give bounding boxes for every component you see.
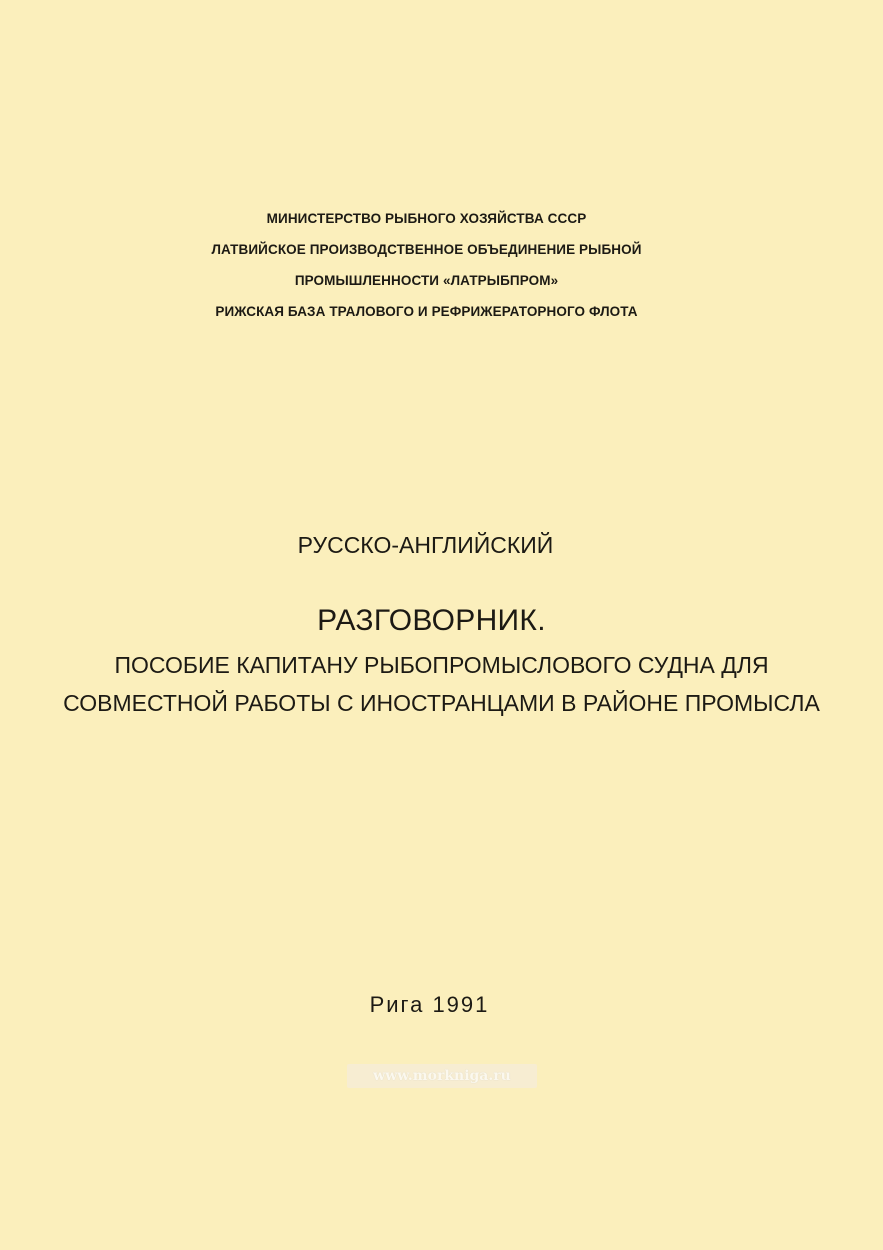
header-line-ministry: МИНИСТЕРСТВО РЫБНОГО ХОЗЯЙСТВА СССР (266, 211, 587, 226)
header-line-base: РИЖСКАЯ БАЗА ТРАЛОВОГО И РЕФРИЖЕРАТОРНОГО ФЛОТА (215, 304, 638, 319)
website-watermark: www.morkniga.ru (347, 1064, 537, 1088)
book-title: РАЗГОВОРНИК. (317, 604, 546, 637)
place-and-year: Рига 1991 (369, 992, 490, 1017)
subtitle-line-1: ПОСОБИЕ КАПИТАНУ РЫБОПРОМЫСЛОВОГО СУДНА ДЛЯ (114, 652, 769, 678)
header-line-association: ЛАТВИЙСКОЕ ПРОИЗВОДСТВЕННОЕ ОБЪЕДИНЕНИЕ РЫБНОЙ (211, 242, 642, 257)
header-line-industry: ПРОМЫШЛЕННОСТИ «ЛАТРЫБПРОМ» (294, 273, 559, 288)
book-subtitle (0, 646, 883, 722)
subtitle-line-2: СОВМЕСТНОЙ РАБОТЫ С ИНОСТРАНЦАМИ В РАЙОНЕ ПРОМЫСЛА (63, 690, 820, 716)
publisher-header (0, 203, 883, 327)
book-subject: РУССКО-АНГЛИЙСКИЙ (297, 532, 554, 558)
